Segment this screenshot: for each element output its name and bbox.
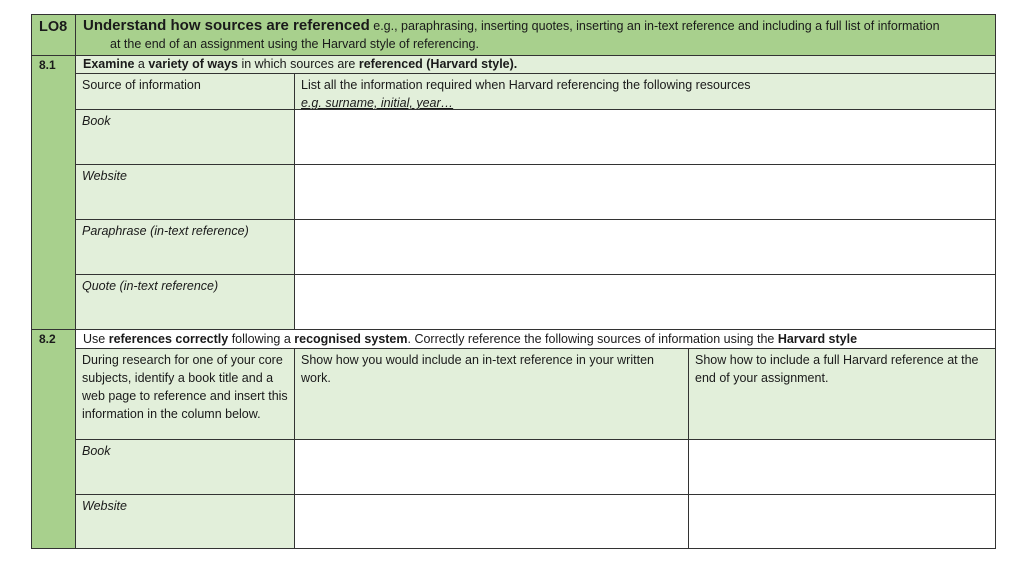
heading-part: Harvard style (777, 332, 858, 346)
section-8-2-number: 8.2 (31, 329, 76, 549)
lo-description-line1: e.g., paraphrasing, inserting quotes, inserting an in-text reference and including a full list of information (369, 19, 940, 33)
full-reference-answer-website[interactable] (688, 494, 996, 549)
answer-cell-quote[interactable] (294, 274, 996, 330)
heading-part: Examine (83, 57, 135, 71)
research-instructions-header: During research for one of your core subjects, identify a book title and a web page to reference and insert this information in the column below. (75, 348, 295, 440)
heading-part: Use (83, 332, 109, 346)
heading-part: variety of ways (148, 57, 238, 71)
lo-title-cell (75, 14, 996, 56)
heading-part: references correctly (108, 332, 229, 346)
heading-part: following a (228, 332, 295, 346)
harvard-info-example: e.g. surname, initial, year… (301, 96, 454, 110)
section-8-2-heading (75, 329, 996, 349)
heading-part: a (134, 57, 149, 71)
harvard-info-header-text: List all the information required when Harvard referencing the following resources (301, 78, 751, 92)
in-text-reference-header: Show how you would include an in-text reference in your written work. (294, 348, 689, 440)
heading-part: referenced (Harvard style). (358, 57, 518, 71)
section-8-1-heading (75, 55, 996, 74)
heading-part: recognised system (294, 332, 408, 346)
section-8-1-number: 8.1 (31, 55, 76, 330)
row-label-book: Book (75, 109, 295, 165)
answer-cell-book[interactable] (294, 109, 996, 165)
in-text-answer-book[interactable] (294, 439, 689, 495)
lo-title: Understand how sources are referenced (83, 17, 370, 34)
heading-part: . Correctly reference the following sources of information using the (407, 332, 778, 346)
row-label-book: Book (75, 439, 295, 495)
answer-cell-website[interactable] (294, 164, 996, 220)
row-label-quote: Quote (in-text reference) (75, 274, 295, 330)
harvard-info-header (294, 73, 996, 110)
row-label-website: Website (75, 494, 295, 549)
answer-cell-paraphrase[interactable] (294, 219, 996, 275)
in-text-answer-website[interactable] (294, 494, 689, 549)
lo-code: LO8 (31, 14, 76, 56)
row-label-paraphrase: Paraphrase (in-text reference) (75, 219, 295, 275)
full-reference-answer-book[interactable] (688, 439, 996, 495)
row-label-website: Website (75, 164, 295, 220)
source-of-information-header: Source of information (75, 73, 295, 110)
heading-part: in which sources are (237, 57, 359, 71)
lo-description-line2: at the end of an assignment using the Harvard style of referencing. (110, 37, 479, 51)
full-reference-header: Show how to include a full Harvard reference at the end of your assignment. (688, 348, 996, 440)
